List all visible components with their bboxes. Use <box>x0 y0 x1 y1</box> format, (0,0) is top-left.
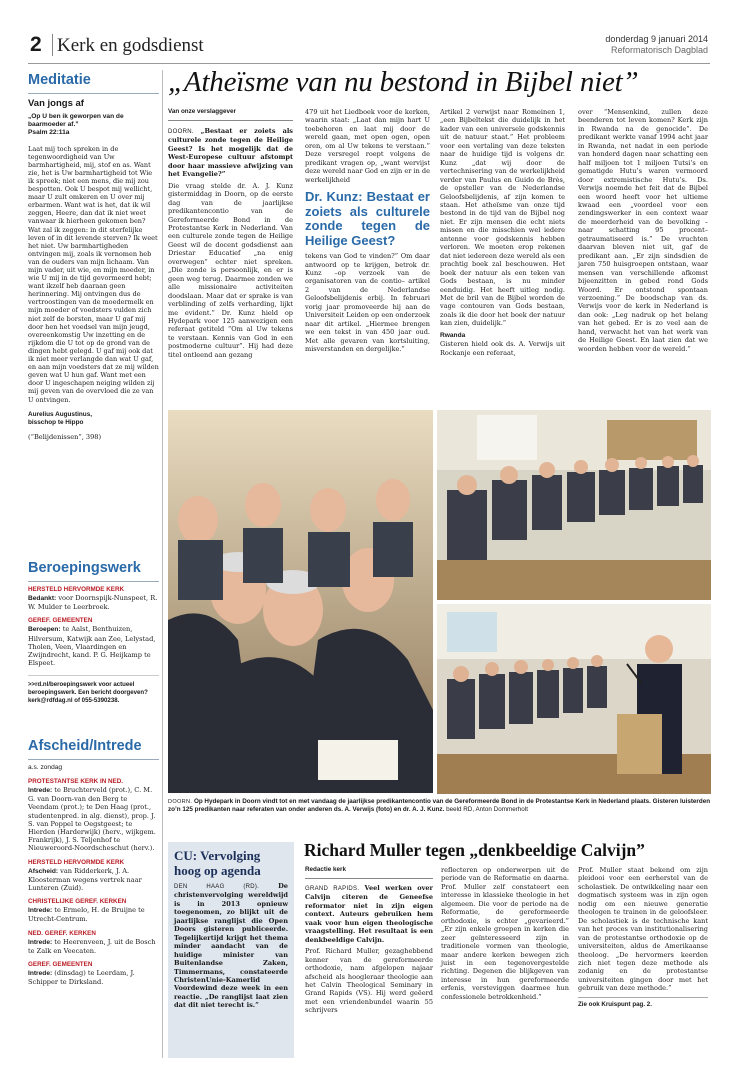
column-divider <box>162 70 163 1058</box>
speaker-photo <box>437 604 711 794</box>
muller-column-3 <box>578 866 708 1009</box>
beroepingswerk-title: Beroepingswerk <box>28 560 141 576</box>
divider <box>28 581 159 582</box>
speaker-illustration <box>437 604 711 794</box>
meditatie-body: Laat mij toch spreken in de tegenwoordigheid van Uw barmhartigheid, mij, stof en as. Want zie, het is Uw barmhartigheid tot Wie ik spreek; niet een mens, die mij zou bespotten. Ook U bespot mij wellicht, maar U zult omkeren en U over mij erbarmen. Want wat is het, dat ik wil zeggen, Heere, dan dat ik niet weet vanwaar ik hierheen gekomen ben? Wat zal ik zeggen: in dit sterfelijke leven of in dit levende sterven? Ik weet het niet. Uw barmhartigheden ontvingen mij, zoals ik vernomen heb van de ouders van mijn lichaam. Van mijn vader, uit wie, en mijn moeder, in wie U mij in de tijd gevormeerd hebt; want ikzelf heb daaraan geen herinnering. Mij ontvingen dus de vertroostingen van de moedermelk en mijn moeder of voedsters vulden zich niet zelf de borsten, maar U gaf mij door hen het voedsel van mijn jeugd, overeenkomstig Uw inzetting en de rijkdom die U tot op de grond van de dingen hebt gelegd. U gaf mij ook dat ik niet meer verlangde dan wat U gaf, en aan mijn voedsters dat ze mij wilden geven wat U hun gaf. Want met een door U ingeschapen neiging wilden zij mij geven van de overvloed die ze van U ontvingen. <box>28 144 159 404</box>
beroepingswerk-link[interactable]: >>rd.nl/beroepingswerk voor actueel beroepingswerk. Een bericht doorgeven? kerk@rdfdag.nl of 055-5390238. <box>28 675 159 704</box>
list-item: Afscheid: van Ridderkerk, J. A. Kloosterman wegens vertrek naar Lunteren (Zuid). <box>28 866 142 893</box>
meditatie-source: (“Belijdenissen”, 398) <box>28 432 102 441</box>
meditatie-title: Meditatie <box>28 72 91 88</box>
meditatie-author: Aurelius Augustinus, <box>28 410 93 418</box>
article-text: Die vraag stelde dr. A. J. Kunz gistermiddag in Doorn, op de eerste dag van de jaarlijkse predikantencontio van de Gereformeerde Bond in de Protestantse Kerk in Nederland. Van een culturele zonde tegen de Heilige Geest wil de docent godsdienst aan Driestar Educatief „na enig overwegen” echter niet spreken. „Die zonde is persoonlijk, en er is geen weg terug. Daarmee zonden we alle missionaire activiteiten doodslaan. Maar dat er sprake is van verblinding of zelfs verharding, lijkt me evident.” Dr. Kunz hield op Hydepark voor 125 aanwezigen een referaat getiteld “Om al Uw tekens te verstaan. Kennis van God in een postmoderne cultuur”. Hij had deze titel ontleend aan gezang <box>168 181 293 359</box>
paper-name: Reformatorisch Dagblad <box>610 45 708 55</box>
meditatie-subtitle: Van jongs af <box>28 98 84 109</box>
afscheid-day: a.s. zondag <box>28 764 63 771</box>
meditatie-author-title: bisschop te Hippo <box>28 418 84 426</box>
see-also-link[interactable]: Zie ook Kruispunt pag. 2. <box>578 997 708 1009</box>
church-label: PROTESTANTSE KERK IN NED. <box>28 778 124 785</box>
article-column-1 <box>168 108 293 359</box>
list-item: Intrede: (dinsdag) te Leerdam, J. Schipper te Dirksland. <box>28 969 135 987</box>
list-item: Intrede: te Ermelo, H. de Bruijne te Utrecht-Centrum. <box>28 906 145 924</box>
divider <box>28 93 159 94</box>
cu-headline: CU: Vervolging hoog op agenda <box>174 848 261 878</box>
beroepingswerk-block <box>28 560 159 705</box>
list-item: Intrede: te Heerenveen, J. uit de Bosch te Zalk en Veecaten. <box>28 937 156 955</box>
church-label: GEREF. GEMEENTEN <box>28 961 93 969</box>
photo-caption: DOORN. Op Hydepark in Doorn vindt tot en met vandaag de jaarlijkse predikantencontio van de Gereformeerde Bond in de Protestantse Kerk in Nederland plaats. Gisteren luisterden zo’n 125 predikanten naar referaten van onder anderen ds. A. Verwijs (foto) en dr. A. J. Kunz. beeld RD, Anton Dommerholt <box>168 798 711 814</box>
church-label: GEREF. GEMEENTEN <box>28 617 93 625</box>
afscheid-block <box>28 738 159 986</box>
muller-byline: Redactie kerk <box>305 866 346 873</box>
muller-text: reflecteren op onderwerpen uit de periode van de Reformatie en daarna. Prof. Muller zelf constateert een interesse in klassieke theologie in het algemeen. Die voor de periode na de Reformatie, de gereformeerde orthodoxie, is echter „gevarieerd.” „Er zijn enkele groepen in kerken die zeer geïnteresseerd zijn in traditionele vormen van theologie, maar andere kerken bewegen zich juist in een tegenovergestelde richting. Degenen die blijkgeven van interesse in hun gereformeerde erfenis, versteviggen daarmee hun confessionele betrokkenheid.” <box>441 866 569 1001</box>
audience-illustration <box>168 410 433 793</box>
afscheid-title: Afscheid/Intrede <box>28 738 142 754</box>
issue-date-block <box>605 34 708 56</box>
article-byline: Van onze verslaggever <box>168 108 236 115</box>
meditatie-reference: Psalm 22:11a <box>28 129 70 137</box>
muller-text: Prof. Richard Muller, gezaghebbend kenner van de gereformeerde orthodoxie, nam afgelopen najaar afscheid als hoogleraar theologie aan het Calvin Theological Seminary in Grand Rapids (VS). Hij werd geëerd met een vriendenbundel waarin 55 schrijvers <box>305 947 433 1015</box>
article-column-2 <box>305 108 430 354</box>
church-label: HERSTELD HERVORMDE KERK <box>28 586 125 593</box>
church-label: CHRISTELIJKE GEREF. KERKEN <box>28 898 127 906</box>
article-pull-quote: Dr. Kunz: Bestaat er zoiets als culturele zonde tegen de Heilige Geest? <box>305 189 430 248</box>
meditatie-block <box>28 72 159 441</box>
list-item: Intrede: te Bruchterveld (prot.), C. M. G. van Doorn-van den Berg te Veendam (prot.); te Den Haag (prot., studentenpred. in alg. dienst), prop. J. S. van Poppel te Oegstgeest; te Hierden (Harderwijk) (herv., wijkgem. Frankrijk), J. S. Teljenhof te Nieuweroord-Noordscheschut (herv.). <box>28 786 156 853</box>
church-label: NED. GEREF. KERKEN <box>28 929 96 937</box>
header-rule <box>28 63 710 64</box>
audience-photo-large <box>168 410 433 793</box>
muller-column-2 <box>441 866 569 1001</box>
article-text: tekens van God te vinden?” Om daar antwoord op te krijgen, betrok dr. Kunz –op verzoek van de organisatoren van de contio– artikel 2 van de Nederlandse Geloofsbelijdenis erbij. In februari vorig jaar promoveerde hij aan de Universiteit Leiden op een onderzoek naar dit artikel. „Hiermee brengen we een tekst in van 450 jaar oud. Met alle gevaren van kortsluiting, misverstanden en dergelijke.” <box>305 252 430 354</box>
section-divider <box>52 34 53 56</box>
article-lead: DOORN. „Bestaat er zoiets als culturele zonde tegen de Heilige Geest? Is het mogelijk dat de West-Europese cultuur afstompt door haar massieve afwijzing van het Evangelie?” <box>168 127 293 179</box>
article-text: Artikel 2 verwijst naar Romeinen 1, „een Bijbeltekst die duidelijk in het kader van een universele godskennis uit de natuur staat.” Het probleem voor een vertaling van deze teksten naar de huidige tijd is volgens dr. Kunz „dat wij door de vertechnisering van de werkelijkheid verder van Paulus en Guido de Brès, de opsteller van de Nederlandse Geloofsbelijdenis, af zijn komen te staan. Het atheïsme van onze tijd bestond in de tijd van de Bijbel nog niet. Er zijn mensen die echt niets missen en die misschien wel iedere antenne voor godskennis hebben verloren. We moeten erop rekenen dat niet iedereen deze wereld als een prachtig boek zal beschouwen. Het boek der natuur als een teken van Gods bestaan, is nu minder eenduidig. Het heeft uitleg nodig. Met de bril van de Bijbel worden de vage contouren van Gods bestaan, zoals ik die door het boek der natuur kan zien, duidelijk.” <box>440 108 565 328</box>
muller-headline: Richard Muller tegen „denkbeeldige Calvijn” <box>304 840 645 860</box>
hall-illustration <box>437 410 711 600</box>
article-text: Gisteren hield ook ds. A. Verwijs uit Rockanje een referaat, <box>440 340 565 357</box>
meditatie-quote: „Op U ben ik geworpen van de baarmoeder af.” <box>28 113 124 129</box>
section-title: Kerk en godsdienst <box>57 35 204 56</box>
page-number: 2 <box>30 33 42 56</box>
article-column-3 <box>440 108 565 357</box>
cu-article-box <box>168 842 294 1058</box>
article-text: over “Mensenkind, zullen deze beenderen tot leven komen? Kerk zijn in Rwanda na de genocide”. De predikant werkte vanaf 1994 acht jaar in Rwanda, net nadat in een periode van honderd dagen naar schatting een half miljoen tot 1 miljoen Tutsi’s en gematigde Hutu’s waren vermoord door extremistische Hutu’s. Ds. Verwijs noemde het feit dat de Bijbel een woord heeft voor het ultieme kwaad een „voordeel voor een zendingswerker in een context waar de meerderheid van de bevolking –naar schatting 95 procent– getraumatiseerd is.” De vruchten daarvan bleven niet uit, gaf de predikant aan. „Er zijn sindsdien de jaren 750 huisgroepen ontstaan, waar mensen van verschillende afkomst bijeenzitten in gebed rond Gods Woord. Er ontstond spontaan verzoening.” De boodschap van ds. Verwijs voor de kerk in Nederland is dan ook: „Leg nadruk op het belang van het gebed. Er is zo veel aan de hand, verwacht het van het werk van de Heilige Geest. En laat zien dat we woorden hebben voor de wereld.” <box>578 108 708 353</box>
article-column-4 <box>578 108 708 353</box>
issue-date: donderdag 9 januari 2014 <box>605 34 708 44</box>
list-item: Bedankt: voor Doornspijk-Nunspeet, R. W. Mulder te Leerbroek. <box>28 594 158 612</box>
muller-text: Prof. Muller staat bekend om zijn pleidooi voor een eerherstel van de scholastiek. De ontwikkeling naar een dogmatisch systeem was in zijn ogen nodig om een nieuwe generatie theologen te trainen in de geloofsleer. De scholastiek is de technische kant van het proces van institutionalisering van de protestantse orthodoxie op de universiteiten, aldus de Amerikaanse theoloog. „De hervormers keerden zich niet tegen deze methode als zodanig en de protestantse universiteiten gingen door met het gebruik van deze methode.” <box>578 866 708 993</box>
article-headline: „Atheïsme van nu bestond in Bijbel niet” <box>168 66 639 98</box>
meeting-hall-photo <box>437 410 711 600</box>
church-label: HERSTELD HERVORMDE KERK <box>28 858 125 866</box>
article-text: 479 uit het Liedboek voor de kerken, waarin staat: „Laat dan mijn hart U toebehoren en laat mij door de wereld gaan, met open ogen, open oren, om al Uw tekens te verstaan.” Deze versregel roept volgens de predikant vragen op, „want wervijst deze wereld naar God en zijn er in de werkelijkheid <box>305 108 430 184</box>
list-item: Beroepen: te Aalst, Benthuizen, Hilversum, Katwijk aan Zee, Lelystad, Tholen, Veen, Vlaardingen en Zwijndrecht, kand. P. G. Heijkamp te Elspeet. <box>28 625 156 668</box>
divider <box>28 759 159 760</box>
cu-lead: DEN HAAG (RD). De christenvervolging wereldwijd is in 2013 opnieuw toegenomen, zo blijkt uit de jaarlijkse ranglijst die Open Doors gisteren publiceerde. Tegelijkertijd krijgt het thema minder aandacht van de huidige minister van Buitenlandse Zaken, Timmermans, constateerde ChristenUnie-Kamerlid Voordewind deze week in een reactie. „De ranglijst laat zien dat dit niet terecht is.” <box>174 882 288 1010</box>
article-intertitle: Rwanda <box>440 331 466 339</box>
muller-column-1 <box>305 866 433 1015</box>
muller-lead: GRAND RAPIDS. Veel werken over Calvijn citeren de Geneefse reformator niet in zijn eigen context. Auteurs gebruiken hem vaak voor hun eigen theologische vraagstelling. Het resultaat is een denkbeeldige Calvijn. <box>305 884 433 944</box>
